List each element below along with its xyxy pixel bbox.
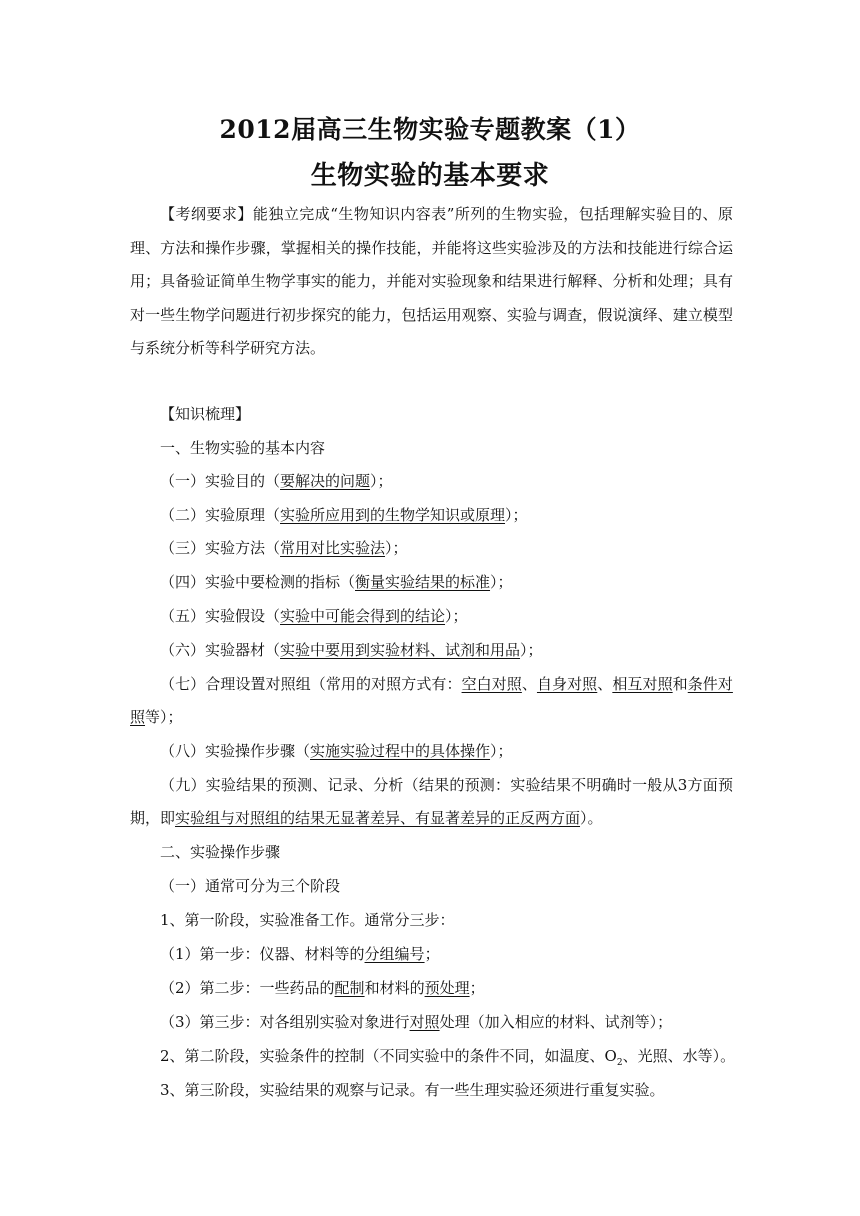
item-8: （八）实验操作步骤（实施实验过程中的具体操作）； bbox=[160, 742, 513, 760]
item-6: （六）实验器材（实验中要用到实验材料、试剂和用品）； bbox=[160, 641, 543, 659]
step-1: （1）第一步：仪器、材料等的分组编号； bbox=[160, 945, 440, 963]
item-4: （四）实验中要检测的指标（衡量实验结果的标准）； bbox=[160, 573, 513, 591]
item-1: （一）实验目的（要解决的问题）； bbox=[160, 472, 393, 490]
document-title: 2012届高三生物实验专题教案（1） bbox=[219, 115, 641, 144]
section-1-heading: 一、生物实验的基本内容 bbox=[160, 439, 326, 457]
stage-3: 3、第三阶段，实验结果的观察与记录。有一些生理实验还须进行重复实验。 bbox=[160, 1081, 665, 1099]
syllabus-requirements-paragraph: 【考纲要求】能独立完成“生物知识内容表”所列的生物实验，包括理解实验目的、原理、方法和操作步骤，掌握相关的操作技能，并能将这些实验涉及的方法和技能进行综合运用；具备验证简单生物学事实的能力，并能对实验现象和结果进行解释、分析和处理；具有对一些生物学问题进行初步探究的能力，包括运用观察、实验与调查，假说演绎、建立模型与系统分析等科学研究方法。 bbox=[130, 205, 733, 357]
knowledge-heading: 【知识梳理】 bbox=[160, 405, 251, 423]
item-3: （三）实验方法（常用对比实验法）； bbox=[160, 539, 408, 557]
item-7: （七）合理设置对照组（常用的对照方式有：空白对照、自身对照、相互对照和条件对照等）； bbox=[130, 675, 733, 726]
item-2: （二）实验原理（实验所应用到的生物学知识或原理）； bbox=[160, 506, 528, 524]
document-subtitle: 生物实验的基本要求 bbox=[310, 161, 550, 191]
step-2: （2）第二步：一些药品的配制和材料的预处理； bbox=[160, 979, 485, 997]
section-2-heading: 二、实验操作步骤 bbox=[160, 843, 281, 861]
item-9: （九）实验结果的预测、记录、分析（结果的预测：实验结果不明确时一般从3方面预期，即实验组与对照组的结果无显著差异、有显著差异的正反两方面）。 bbox=[130, 776, 733, 827]
stage-2: 2、第二阶段，实验条件的控制（不同实验中的条件不同，如温度、$O_2$、光照、水等）。 bbox=[160, 1047, 736, 1068]
item-5: （五）实验假设（实验中可能会得到的结论）； bbox=[160, 607, 468, 625]
stage-1: 1、第一阶段，实验准备工作。通常分三步： bbox=[160, 911, 455, 929]
step-3: （3）第三步：对各组别实验对象进行对照处理（加入相应的材料、试剂等）； bbox=[160, 1013, 673, 1031]
subsection-1-heading: （一）通常可分为三个阶段 bbox=[160, 877, 341, 895]
